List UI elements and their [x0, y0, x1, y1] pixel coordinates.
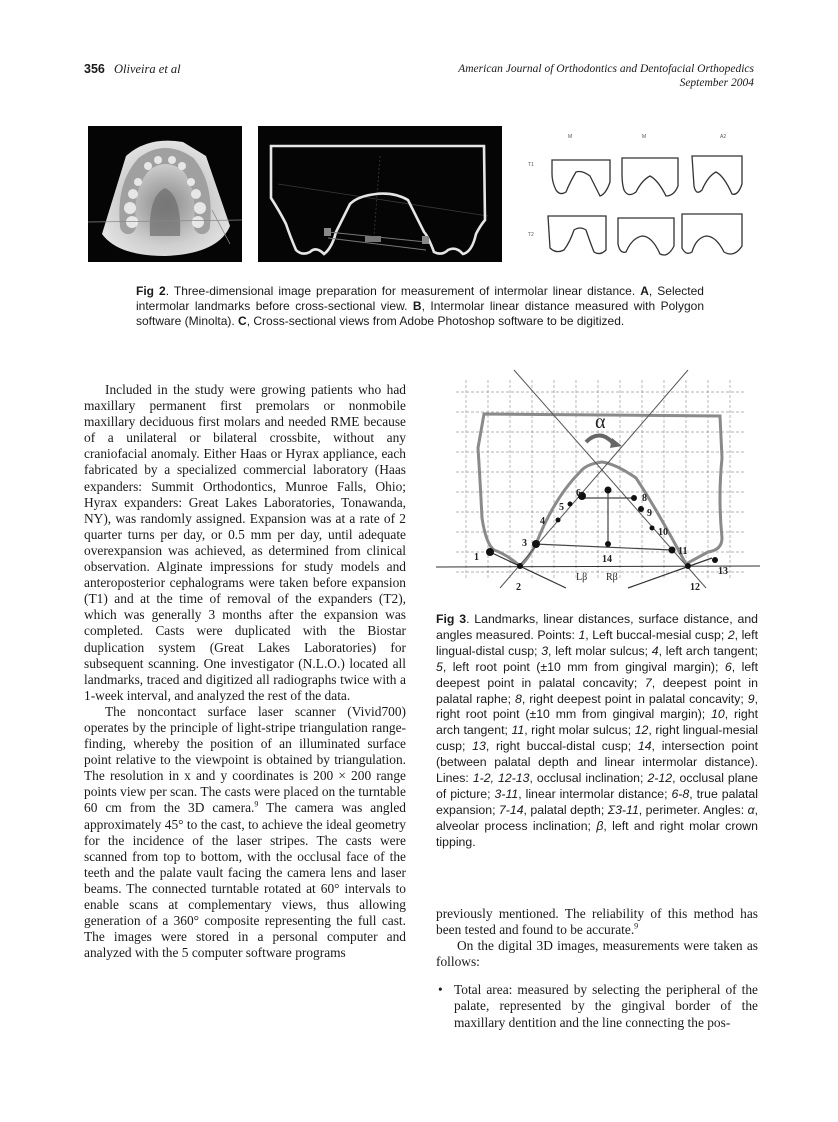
caption-term: 6-8 [671, 786, 690, 801]
citation-ref: 9 [254, 799, 259, 809]
running-authors: Oliveira et al [113, 62, 181, 76]
caption-term: 10 [711, 707, 725, 722]
caption-definition: , left deepest point in palatal concavity; [436, 659, 758, 690]
caption-definition: , left root point (±10 mm from gingival margin); [442, 659, 725, 674]
figure-2-caption: Fig 2. Three-dimensional image preparation for measurement of intermolar linear distance. A, Selected intermolar landmarks before cross-sectional view. B, Intermolar linear distance measured with Polygon software (Minolta). C, Cross-sectional views from Adobe Photoshop software to be digitized. [136, 284, 704, 328]
caption-points [436, 628, 758, 769]
caption-term: 2 [727, 627, 735, 642]
caption-term: 9 [747, 691, 755, 706]
caption-definition: , right root point (±10 mm from gingival margin); [436, 691, 758, 722]
svg-text:12: 12 [690, 582, 700, 593]
svg-text:13: 13 [718, 566, 728, 577]
svg-text:14: 14 [602, 554, 612, 565]
alpha-label: α [595, 411, 606, 433]
caption-definition: , intersection point (between palatal depth and linear intermolar distance). [436, 739, 758, 770]
list-item: • Total area: measured by selecting the peripheral of the palate, represented by the gingival border of the maxillary dentition and the line connecting the pos- [454, 982, 758, 1030]
caption-term: β [596, 818, 604, 833]
caption-term: 6 [724, 659, 732, 674]
caption-definition: , true palatal expansion; [436, 786, 758, 817]
svg-text:8: 8 [642, 493, 647, 504]
caption-definition: , right deepest point in palatal concavity; [521, 691, 748, 706]
svg-text:4: 4 [540, 516, 545, 527]
caption-definition: , right arch tangent; [436, 707, 758, 738]
caption-term: 7 [644, 675, 652, 690]
paragraph: Included in the study were growing patients who had maxillary permanent first premolars or nonmobile maxillary deciduous first molars and needed RME because of a unilateral or bilateral crossbite, without any craniofacial anomaly. Either Haas or Hyrax appliance, each fabricated by a specialized commercial laboratory (Haas expanders: Summit Orthodontics, Munroe Falls, Ohio; Hyrax expanders: Great Lakes Laboratories, Tonawanda, NY), was randomly assigned. Expansion was at a rate of 2 quarter turns per day, or 0.5 mm per day, until adequate overexpansion was achieved, as determined from clinical observation. Alginate impressions for study models and anteroposterior cephalograms were taken before expansion (T1) and at the time of removal of the expanders (T2), which was generally 3 months after the expansion was completed. Casts were duplicated with the Biostar duplication system (Great Lakes Laboratories) for subsequent scanning. One investigator (N.L.O.) located all landmarks, traced and digitized all radiographs twice with a 1-week interval, and analyzed the rest of the data. [84, 382, 406, 703]
caption-definition: , right lingual-mesial cusp; [436, 723, 758, 754]
caption-term: 3 [541, 643, 549, 658]
caption-definition: , deepest point in palatal raphe; [436, 675, 758, 706]
caption-definition: , occlusal inclination; [529, 771, 648, 786]
caption-term: 13 [472, 739, 486, 754]
caption-term: 2-12 [647, 771, 673, 786]
caption-definition: , alveolar process inclination; [436, 802, 758, 833]
svg-text:3: 3 [522, 538, 527, 549]
cross-section-grid [520, 126, 760, 262]
caption-term: 4 [651, 643, 659, 658]
landmark-diagram [436, 368, 760, 596]
column-label: M [568, 134, 573, 140]
caption-term: 11 [511, 723, 525, 738]
figure-3-caption: Fig 3. Landmarks, linear distances, surface distance, and angles measured. Points: 1, Left buccal-mesial cusp; 2, left lingual-distal cusp; 3, left molar sulcus; 4, left arch tangent; 5, left root point (±10 mm from gingival margin); 6, left deepest point in palatal concavity; 7, deepest point in palatal raphe; 8, right deepest point in palatal concavity; 9, right root point (±10 mm from gingival margin); 10, right arch tangent; 11, right molar sulcus; 12, right lingual-mesial cusp; 13, right buccal-distal cusp; 14, intersection point (between palatal depth and linear intermolar distance). Lines: 1-2, 12-13, occlusal inclination; 2-12, occlusal plane of picture; 3-11, linear intermolar distance; 6-8, true palatal expansion; 7-14, palatal depth; Σ3-11, perimeter. Angles: α, alveolar process inclination; β, left and right molar crown tipping. [436, 612, 759, 849]
svg-text:6: 6 [576, 488, 581, 499]
caption-term: α [747, 802, 755, 817]
dental-cast-image [88, 126, 242, 262]
caption-term: 3-11 [494, 786, 519, 801]
caption-definition: , right buccal-distal cusp; [485, 739, 638, 754]
caption-term: 8 [515, 691, 522, 706]
caption-term: Σ3-11 [607, 802, 639, 817]
caption-term: 5 [436, 659, 443, 674]
column-label: A2 [720, 134, 727, 140]
figure-2c-cross-sections [520, 126, 760, 262]
caption-definition: , left arch tangent; [658, 643, 759, 658]
column-label: M [642, 134, 647, 140]
running-header-right [458, 62, 754, 90]
row-label: T2 [528, 232, 534, 238]
caption-term: 14 [637, 739, 652, 754]
caption-definition: , occlusal plane of picture; [436, 771, 759, 801]
running-header-left [84, 62, 181, 77]
figure-3-diagram [436, 368, 760, 596]
caption-definition: , left molar sulcus; [548, 643, 652, 658]
journal-title: American Journal of Orthodontics and Dentofacial Orthopedics [458, 63, 754, 75]
figure-2b-polygon-outline [258, 126, 502, 262]
caption-definition: , linear intermolar distance; [518, 786, 672, 801]
figure-2 [88, 126, 758, 262]
right-column-body [436, 906, 758, 1031]
svg-text:5: 5 [559, 502, 564, 513]
caption-definition: , right molar sulcus; [524, 723, 635, 738]
paragraph: The noncontact surface laser scanner (Vivid700) operates by the principle of light-stripe triangulation range-finding, whereby the position of an illuminated surface point relative to the viewpoint is obtained by triangulation. The resolution in x and y coordinates is 200 × 200 range points view per scan. The casts were placed on the turntable 60 cm from the 3D camera.$^9$ The camera was angled approximately 45° to the cast, to achieve the ideal geometry for the incidence of the laser stripes. The casts were scanned from top to bottom, with the occlusal face of the teeth and the palate vault facing the camera lens and laser beams. The connected turntable rotated at 60° intervals to enable scans at complementary views, thus allowing generation of a 360° composite representing the full cast. The images were stored in a personal computer and analyzed with the 5 computer software programs [84, 703, 406, 961]
figure-label: Fig 3 [436, 612, 467, 626]
svg-text:11: 11 [678, 546, 688, 557]
row-label: T1 [528, 162, 534, 168]
svg-text:1: 1 [474, 552, 479, 563]
caption-definition: , left lingual-distal cusp; [436, 627, 758, 658]
caption-definition: , left and right molar crown tipping. [436, 818, 758, 849]
svg-text:2: 2 [516, 582, 521, 593]
caption-term: 1-2, 12-13 [472, 771, 530, 786]
caption-definition: , Left buccal-mesial cusp; [585, 627, 728, 642]
cross-section-outline [258, 126, 502, 262]
caption-term: 1 [578, 627, 586, 642]
journal-issue: September 2004 [679, 77, 754, 89]
left-beta-label: Lβ [576, 572, 588, 583]
citation-ref: 9 [634, 921, 639, 931]
caption-term: 12 [634, 723, 649, 738]
measurement-list [436, 982, 758, 1030]
paragraph: previously mentioned. The reliability of this method has been tested and found to be accurate.$^9$ [436, 906, 758, 938]
right-beta-label: Rβ [606, 572, 618, 583]
page-number: 356 [84, 62, 105, 76]
left-column-body [84, 382, 406, 961]
caption-definition: , perimeter. [638, 802, 704, 817]
caption-term: 7-14 [498, 802, 524, 817]
svg-text:9: 9 [647, 508, 652, 519]
figure-2a-cast-photo [88, 126, 242, 262]
paragraph: On the digital 3D images, measurements were taken as follows: [436, 938, 758, 970]
figure-label: Fig 2 [136, 284, 166, 298]
svg-text:10: 10 [658, 527, 668, 538]
caption-definition: , palatal depth; [523, 802, 608, 817]
